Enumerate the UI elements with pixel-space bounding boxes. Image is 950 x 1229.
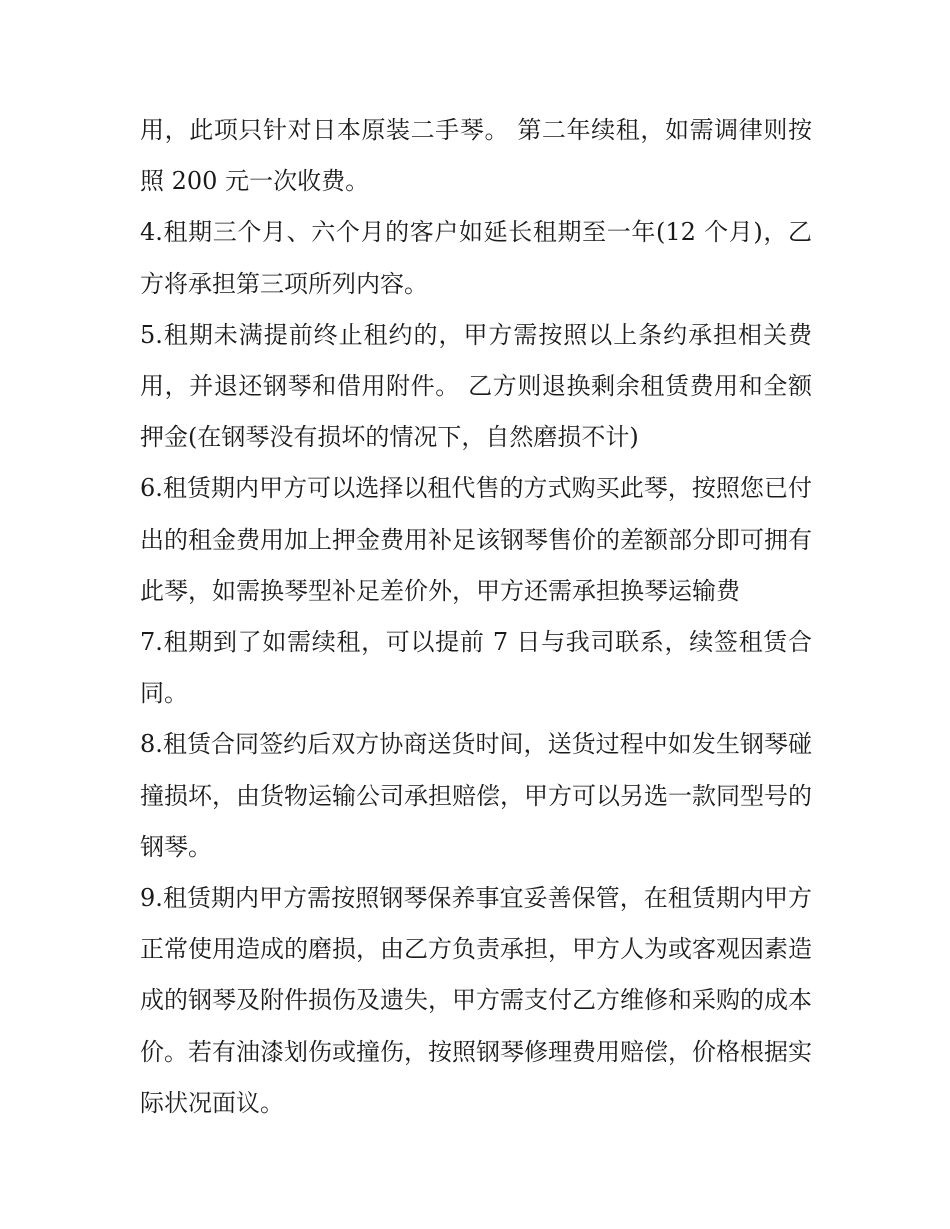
clause-4: 4.租期三个月、六个月的客户如延长租期至一年(12 个月)，乙方将承担第三项所列内容。 [140, 218, 812, 298]
clause-9: 9.租赁期内甲方需按照钢琴保养事宜妥善保管，在租赁期内甲方正常使用造成的磨损，由乙方负责承担，甲方人为或客观因素造成的钢琴及附件损伤及遗失，甲方需支付乙方维修和采购的成本价。若有油漆划伤或撞伤，按照钢琴修理费用赔偿，价格根据实际状况面议。 [140, 884, 812, 1117]
paragraph-continuation: 用，此项只针对日本原装二手琴。 第二年续租，如需调律则按照 200 元一次收费。 [140, 116, 812, 196]
clause-5: 5.租期未满提前终止租约的，甲方需按照以上条约承担相关费用，并退还钢琴和借用附件。 乙方则退换剩余租赁费用和全额押金(在钢琴没有损坏的情况下，自然磨损不计) [140, 320, 812, 452]
clause-7: 7.租期到了如需续租，可以提前 7 日与我司联系，续签租赁合同。 [140, 628, 812, 708]
document-body [140, 105, 812, 1129]
clause-8: 8.租赁合同签约后双方协商送货时间，送货过程中如发生钢琴碰撞损坏，由货物运输公司承担赔偿，甲方可以另选一款同型号的钢琴。 [140, 730, 812, 861]
clause-6: 6.租赁期内甲方可以选择以租代售的方式购买此琴，按照您已付出的租金费用加上押金费用补足该钢琴售价的差额部分即可拥有此琴，如需换琴型补足差价外，甲方还需承担换琴运输费 [140, 474, 812, 605]
